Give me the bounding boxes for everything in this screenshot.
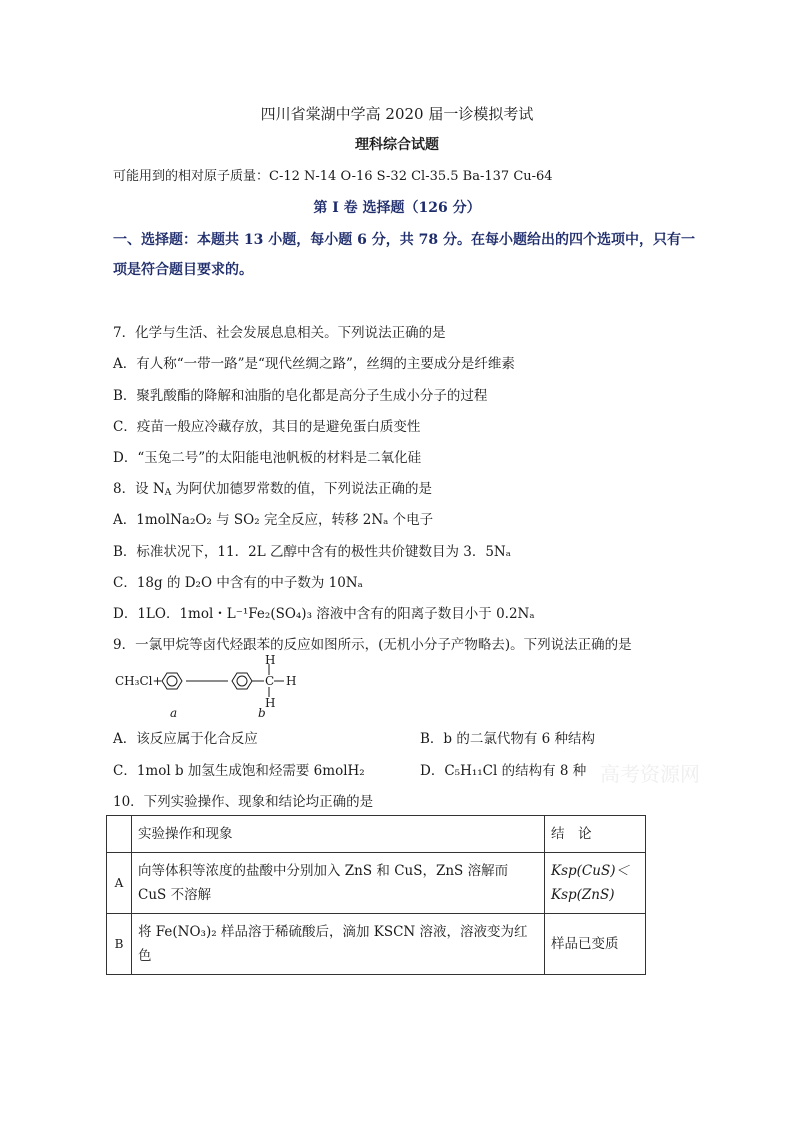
exam-title: 四川省棠湖中学高 2020 届一诊模拟考试	[260, 105, 534, 123]
row-label: B	[107, 914, 132, 975]
row-conclusion: Ksp(CuS)＜ Ksp(ZnS)	[545, 853, 646, 914]
section-title: 第 I 卷 选择题（126 分）	[313, 200, 481, 216]
reaction-diagram	[110, 655, 310, 723]
table-header-cell: 实验操作和现象	[132, 816, 545, 853]
reactant-formula: CH₃Cl+	[115, 674, 163, 688]
hydrogen-atom-bottom: H	[265, 696, 276, 710]
q7-option-c: C．疫苗一般应冷藏存放，其目的是避免蛋白质变性	[113, 419, 421, 435]
q9-option-a: A．该反应属于化合反应	[113, 731, 258, 747]
label-a: a	[170, 706, 178, 720]
experiment-table	[106, 815, 646, 975]
row-label: A	[107, 853, 132, 914]
q8-option-d: D．1LO．1mol・L⁻¹Fe₂(SO₄)₃ 溶液中含有的阳离子数目小于 0.2Nₐ	[113, 606, 535, 622]
atomic-masses: 可能用到的相对原子质量：C-12 N-14 O-16 S-32 Cl-35.5 Ba-137 Cu-64	[113, 169, 553, 184]
q10-stem: 10．下列实验操作、现象和结论均正确的是	[113, 794, 374, 810]
carbon-atom: C	[265, 674, 275, 688]
row-conclusion: 样品已变质	[545, 914, 646, 975]
q9-option-d: D．C₅H₁₁Cl 的结构有 8 种	[420, 763, 587, 779]
label-b: b	[258, 706, 266, 720]
instruction-line-2: 项是符合题目要求的。	[113, 262, 253, 278]
q9-stem: 9．一氯甲烷等卤代烃跟苯的反应如图所示，(无机小分子产物略去)。下列说法正确的是	[113, 637, 632, 653]
q8-option-a: A．1molNa₂O₂ 与 SO₂ 完全反应，转移 2Nₐ 个电子	[113, 512, 434, 528]
q8-option-b: B．标准状况下，11．2L 乙醇中含有的极性共价键数目为 3．5Nₐ	[113, 544, 511, 560]
benzene-ring-b	[232, 664, 284, 697]
table-header-cell	[107, 816, 132, 853]
q7-stem: 7．化学与生活、社会发展息息相关。下列说法正确的是	[113, 325, 446, 341]
q7-option-d: D．“玉兔二号”的太阳能电池帆板的材料是二氧化硅	[113, 450, 422, 466]
hydrogen-atom-top: H	[265, 655, 276, 667]
q7-option-b: B．聚乳酸酯的降解和油脂的皂化都是高分子生成小分子的过程	[113, 388, 488, 404]
table-row	[107, 914, 646, 975]
row-operation: 将 Fe(NO₃)₂ 样品溶于稀硫酸后，滴加 KSCN 溶液，溶液变为红色	[132, 914, 545, 975]
exam-subtitle: 理科综合试题	[355, 137, 439, 153]
row-operation: 向等体积等浓度的盐酸中分别加入 ZnS 和 CuS，ZnS 溶解而 CuS 不溶解	[132, 853, 545, 914]
instruction-line-1: 一、选择题：本题共 13 小题，每小题 6 分，共 78 分。在每小题给出的四个选项中，只有一	[113, 232, 695, 248]
q9-option-b: B．b 的二氯代物有 6 种结构	[420, 731, 596, 747]
q8-stem: 8．设 $N_A$ 为阿伏加德罗常数的值，下列说法正确的是	[113, 481, 432, 498]
q7-option-a: A．有人称“一带一路”是“现代丝绸之路”，丝绸的主要成分是纤维素	[113, 356, 515, 372]
q9-option-c: C．1mol b 加氢生成饱和烃需要 6molH₂	[113, 763, 365, 779]
table-header-row	[107, 816, 646, 853]
q8-option-c: C．18g 的 D₂O 中含有的中子数为 10Nₐ	[113, 575, 363, 591]
watermark: 高考资源网	[600, 762, 700, 786]
benzene-ring-a	[162, 673, 182, 689]
table-header-cell: 结 论	[545, 816, 646, 853]
hydrogen-atom-right: H	[286, 674, 297, 688]
table-row	[107, 853, 646, 914]
